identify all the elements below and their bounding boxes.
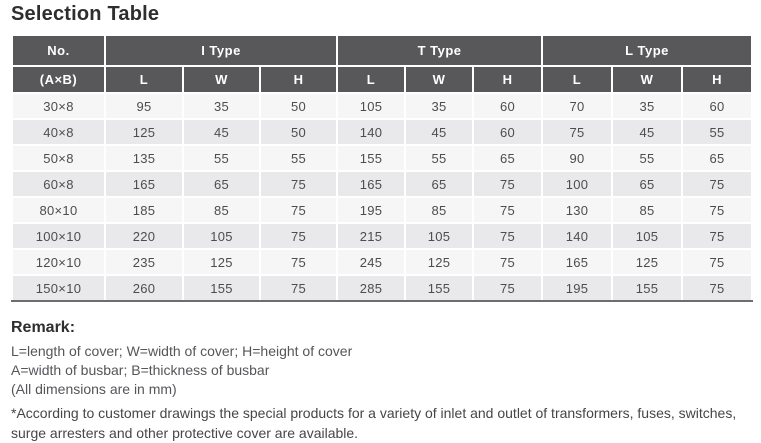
dimension-cell: 95 bbox=[105, 93, 183, 119]
dimension-cell: 125 bbox=[405, 249, 473, 275]
dimension-cell: 35 bbox=[183, 93, 260, 119]
dimension-cell: 195 bbox=[337, 197, 405, 223]
dimension-cell: 75 bbox=[682, 171, 752, 197]
col-group-i-type: I Type bbox=[105, 35, 337, 66]
remark-line-cover: L=length of cover; W=width of cover; H=height of cover bbox=[11, 343, 353, 359]
dimension-cell: 85 bbox=[183, 197, 260, 223]
dimension-cell: 65 bbox=[682, 145, 752, 171]
dimension-cell: 165 bbox=[105, 171, 183, 197]
dimension-cell: 60 bbox=[473, 119, 542, 145]
selection-table bbox=[11, 34, 753, 302]
dimension-cell: 45 bbox=[612, 119, 682, 145]
dimension-cell: 75 bbox=[682, 223, 752, 249]
dimension-cell: 245 bbox=[337, 249, 405, 275]
table-row bbox=[12, 197, 752, 223]
col-header-l-l: L bbox=[542, 66, 612, 93]
dimension-cell: 65 bbox=[473, 145, 542, 171]
remark-line-busbar: A=width of busbar; B=thickness of busbar bbox=[11, 362, 270, 378]
col-header-l-w: W bbox=[612, 66, 682, 93]
table-sub-header-row bbox=[12, 66, 752, 93]
dimension-cell: 75 bbox=[542, 119, 612, 145]
dimension-cell: 105 bbox=[183, 223, 260, 249]
row-no-cell: 30×8 bbox=[12, 93, 105, 119]
table-header bbox=[12, 35, 752, 93]
table-row bbox=[12, 145, 752, 171]
dimension-cell: 90 bbox=[542, 145, 612, 171]
dimension-cell: 55 bbox=[260, 145, 337, 171]
col-group-l-type: L Type bbox=[542, 35, 752, 66]
table-body bbox=[12, 93, 752, 301]
dimension-cell: 55 bbox=[682, 119, 752, 145]
dimension-cell: 45 bbox=[405, 119, 473, 145]
table-row bbox=[12, 93, 752, 119]
col-header-t-l: L bbox=[337, 66, 405, 93]
dimension-cell: 75 bbox=[260, 249, 337, 275]
dimension-cell: 125 bbox=[183, 249, 260, 275]
dimension-cell: 75 bbox=[473, 249, 542, 275]
col-header-i-w: W bbox=[183, 66, 260, 93]
table-group-header-row bbox=[12, 35, 752, 66]
table-row bbox=[12, 171, 752, 197]
dimension-cell: 65 bbox=[612, 171, 682, 197]
dimension-cell: 35 bbox=[405, 93, 473, 119]
dimension-cell: 135 bbox=[105, 145, 183, 171]
dimension-cell: 85 bbox=[612, 197, 682, 223]
dimension-cell: 100 bbox=[542, 171, 612, 197]
dimension-cell: 220 bbox=[105, 223, 183, 249]
footnote: *According to customer drawings the special products for a variety of inlet and outlet of transformers, fuses, switches, surge arresters and other protective cover are available. bbox=[11, 405, 737, 441]
row-no-cell: 60×8 bbox=[12, 171, 105, 197]
dimension-cell: 125 bbox=[612, 249, 682, 275]
dimension-cell: 60 bbox=[682, 93, 752, 119]
row-no-cell: 150×10 bbox=[12, 275, 105, 301]
col-header-axb: (A×B) bbox=[12, 66, 105, 93]
table-row bbox=[12, 223, 752, 249]
dimension-cell: 75 bbox=[260, 275, 337, 301]
dimension-cell: 75 bbox=[682, 197, 752, 223]
col-header-i-h: H bbox=[260, 66, 337, 93]
dimension-cell: 195 bbox=[542, 275, 612, 301]
dimension-cell: 65 bbox=[183, 171, 260, 197]
dimension-cell: 165 bbox=[337, 171, 405, 197]
dimension-cell: 75 bbox=[473, 223, 542, 249]
page-title: Selection Table bbox=[11, 3, 160, 25]
dimension-cell: 75 bbox=[473, 197, 542, 223]
row-no-cell: 120×10 bbox=[12, 249, 105, 275]
dimension-cell: 140 bbox=[542, 223, 612, 249]
col-header-l-h: H bbox=[682, 66, 752, 93]
dimension-cell: 75 bbox=[473, 171, 542, 197]
col-header-t-w: W bbox=[405, 66, 473, 93]
dimension-cell: 55 bbox=[612, 145, 682, 171]
dimension-cell: 75 bbox=[260, 223, 337, 249]
dimension-cell: 185 bbox=[105, 197, 183, 223]
remark-line-units: (All dimensions are in mm) bbox=[11, 381, 177, 397]
dimension-cell: 155 bbox=[183, 275, 260, 301]
dimension-cell: 155 bbox=[612, 275, 682, 301]
row-no-cell: 50×8 bbox=[12, 145, 105, 171]
dimension-cell: 65 bbox=[405, 171, 473, 197]
dimension-cell: 75 bbox=[260, 171, 337, 197]
dimension-cell: 75 bbox=[260, 197, 337, 223]
dimension-cell: 215 bbox=[337, 223, 405, 249]
dimension-cell: 165 bbox=[542, 249, 612, 275]
dimension-cell: 235 bbox=[105, 249, 183, 275]
table-row bbox=[12, 249, 752, 275]
dimension-cell: 75 bbox=[682, 249, 752, 275]
dimension-cell: 105 bbox=[612, 223, 682, 249]
dimension-cell: 155 bbox=[337, 145, 405, 171]
dimension-cell: 55 bbox=[183, 145, 260, 171]
col-header-no: No. bbox=[12, 35, 105, 66]
dimension-cell: 260 bbox=[105, 275, 183, 301]
table-row bbox=[12, 275, 752, 301]
dimension-cell: 55 bbox=[405, 145, 473, 171]
dimension-cell: 75 bbox=[682, 275, 752, 301]
dimension-cell: 285 bbox=[337, 275, 405, 301]
dimension-cell: 130 bbox=[542, 197, 612, 223]
dimension-cell: 60 bbox=[473, 93, 542, 119]
dimension-cell: 105 bbox=[337, 93, 405, 119]
row-no-cell: 40×8 bbox=[12, 119, 105, 145]
col-group-t-type: T Type bbox=[337, 35, 542, 66]
table-row bbox=[12, 119, 752, 145]
dimension-cell: 125 bbox=[105, 119, 183, 145]
dimension-cell: 75 bbox=[473, 275, 542, 301]
dimension-cell: 155 bbox=[405, 275, 473, 301]
dimension-cell: 35 bbox=[612, 93, 682, 119]
dimension-cell: 50 bbox=[260, 119, 337, 145]
col-header-t-h: H bbox=[473, 66, 542, 93]
remark-section bbox=[11, 319, 753, 443]
dimension-cell: 50 bbox=[260, 93, 337, 119]
col-header-i-l: L bbox=[105, 66, 183, 93]
dimension-cell: 85 bbox=[405, 197, 473, 223]
remark-heading: Remark: bbox=[11, 319, 76, 336]
dimension-cell: 70 bbox=[542, 93, 612, 119]
row-no-cell: 100×10 bbox=[12, 223, 105, 249]
dimension-cell: 45 bbox=[183, 119, 260, 145]
dimension-cell: 105 bbox=[405, 223, 473, 249]
row-no-cell: 80×10 bbox=[12, 197, 105, 223]
dimension-cell: 140 bbox=[337, 119, 405, 145]
